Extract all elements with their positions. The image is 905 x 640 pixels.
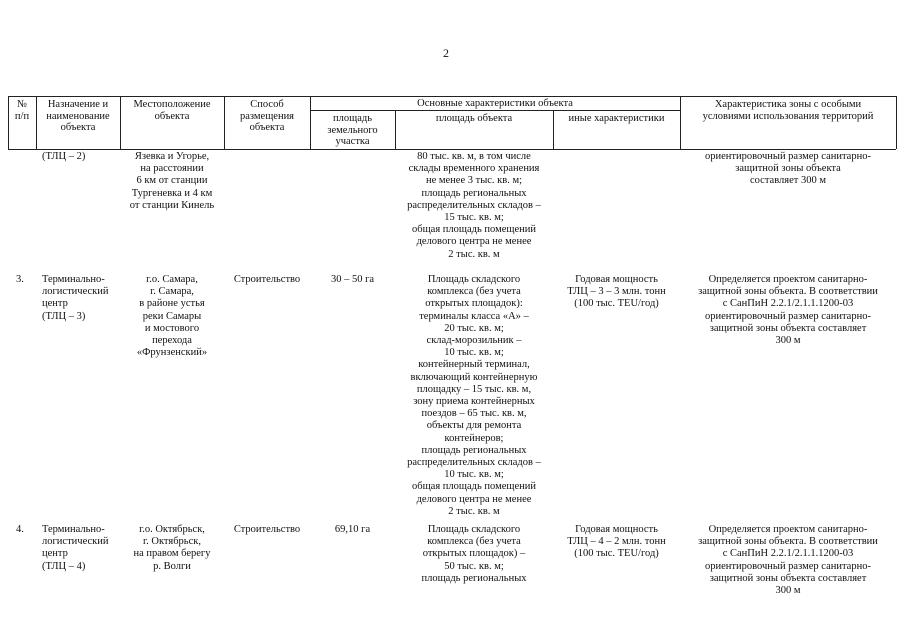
header-zone-characteristics: Характеристика зоны с особыми условиями использования территорий: [702, 99, 874, 122]
row-3-land-area: 69,10 га: [334, 524, 371, 535]
header-bottom-border: [8, 149, 896, 150]
row-3-name: Терминально- логистический центр (ТЛЦ – 4): [42, 524, 109, 572]
row-3-object-area: Площадь складского комплекса (без учета открытых площадок) – 50 тыс. кв. м; площадь региональных: [421, 524, 527, 584]
page-number: 2: [443, 46, 449, 60]
header-name: Назначение и наименование объекта: [46, 99, 110, 133]
row-3-location: г.о. Октябрьск, г. Октябрьск, на правом берегу р. Волги: [133, 524, 211, 572]
header-num: № п/п: [14, 99, 30, 122]
row-1-name: (ТЛЦ – 2): [42, 151, 86, 162]
row-1-zone: ориентировочный размер санитарно- защитной зоны объекта составляет 300 м: [705, 151, 871, 187]
row-2-num: 3.: [16, 274, 24, 285]
row-1-object-area: 80 тыс. кв. м, в том числе склады временного хранения не менее 3 тыс. кв. м; площадь региональных распределительных складов – 15 тыс. кв. м; общая площадь помещений делового центра не менее 2 тыс. кв. м: [407, 151, 541, 260]
row-3-other: Годовая мощность ТЛЦ – 4 – 2 млн. тонн (100 тыс. TEU/год): [567, 524, 666, 560]
row-2-land-area: 30 – 50 га: [330, 274, 375, 285]
row-2-method: Строительство: [233, 274, 301, 285]
col-border: [896, 96, 897, 149]
row-1-location: Язевка и Угорье, на расстоянии 6 км от станции Тургеневка и 4 км от станции Кинель: [129, 151, 215, 211]
row-3-num: 4.: [16, 524, 24, 535]
row-3-method: Строительство: [233, 524, 301, 535]
table-top-border: [8, 96, 896, 97]
row-3-zone: Определяется проектом санитарно- защитной зоны объекта. В соответствии с СанПиН 2.2.1/2.1.1.1200-03 ориентировочный размер санитарно- защитной зоны объекта составляет 300 м: [698, 524, 878, 597]
header-main-characteristics: Основные характеристики объекта: [417, 98, 573, 109]
row-2-other: Годовая мощность ТЛЦ – 3 – 3 млн. тонн (100 тыс. TEU/год): [567, 274, 666, 310]
header-method: Способ размещения объекта: [239, 99, 295, 133]
row-2-location: г.о. Самара, г. Самара, в районе устья реки Самары и мостового перехода «Фрунзенский»: [136, 274, 208, 359]
header-land-area: площадь земельного участка: [327, 113, 378, 147]
header-other-characteristics: иные характеристики: [568, 113, 665, 124]
row-2-object-area: Площадь складского комплекса (без учета открытых площадок): терминалы класса «А» – 20 тыс. кв. м; склад-морозильник – 10 тыс. кв. м; контейнерный терминал, включающий контейнерную площадку – 15 тыс. кв. м, зону приема контейнерных поездов – 65 тыс. кв. м, объекты для ремонта контейнеров; площадь региональных распределительных складов – 10 тыс. кв. м; общая площадь помещений делового центра не менее 2 тыс. кв. м: [407, 274, 541, 517]
header-location: Местоположение объекта: [133, 99, 211, 122]
subheader-line: [310, 110, 680, 111]
row-2-name: Терминально- логистический центр (ТЛЦ – 3): [42, 274, 109, 322]
row-2-zone: Определяется проектом санитарно- защитной зоны объекта. В соответствии с СанПиН 2.2.1/2.1.1.1200-03 ориентировочный размер санитарно- защитной зоны объекта составляет 300 м: [698, 274, 878, 347]
header-object-area: площадь объекта: [435, 113, 513, 124]
